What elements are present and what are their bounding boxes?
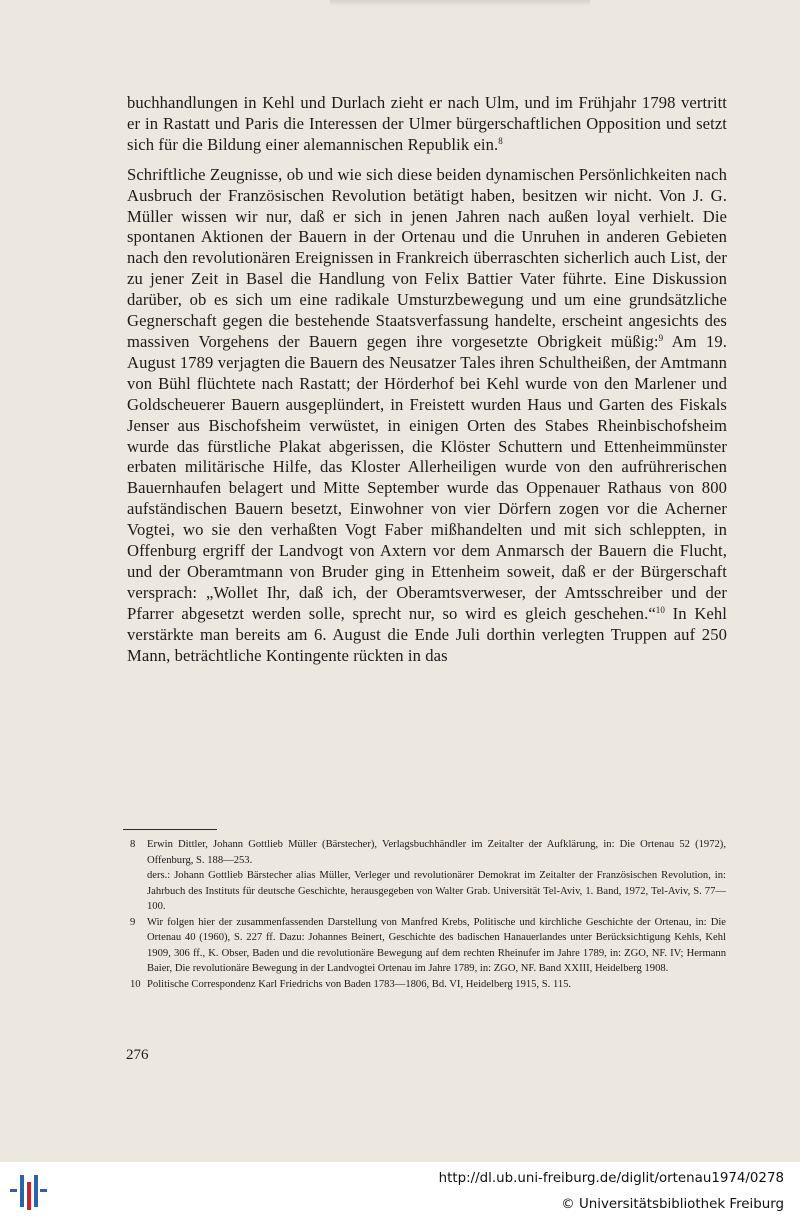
footnote-text: Wir folgen hier der zusammenfassenden Darstellung von Manfred Krebs, Politische und kirchliche Geschichte der Ortenau, in: Die Ortenau 40 (1960), S. 227 ff. Dazu: Johannes Beinert, Geschichte des badischen Hanauerlandes unter Berücksichtigung Kehls, Kehl 1909, 306 ff., K. Obser, Baden und die revolutionäre Bewegung auf dem rechten Rheinufer im Jahre 1789, in: ZGO, NF. IV; Hermann Baier, Die revolutionäre Bewegung in der Landvogtei Ortenau im Jahre 1789, in: ZGO, NF. Band XXIII, Heidelberg 1908. (147, 916, 726, 974)
scan-artifact (330, 0, 590, 6)
footnote-text: Erwin Dittler, Johann Gottlieb Müller (Bärstecher), Verlagsbuchhändler im Zeitalter der Aufklärung, in: Die Ortenau 52 (1972), Offenburg, S. 188—253. (147, 839, 726, 866)
footnote-marker: 8 (498, 135, 503, 146)
footnote-continuation: ders.: Johann Gottlieb Bärstecher alias Müller, Verleger und revolutionärer Demokrat im Zeitalter der Französischen Revolution, in: Jahrbuch des Instituts für deutsche Geschichte, herausgegeben von Walter Grab. Universität Tel-Aviv, 1. Band, 1972, Tel-Aviv, S. 77—100. (147, 870, 726, 912)
paragraph-1: buchhandlungen in Kehl und Durlach zieht er nach Ulm, und im Frühjahr 1798 vertritt er in Rastatt und Paris die Interessen der Ulmer bürgerschaftlichen Opposition und setzt sich für die Bildung einer alemannischen Republik ein.$^8$ (127, 93, 727, 154)
page-number: 276 (126, 1047, 149, 1063)
paragraph-2: Schriftliche Zeugnisse, ob und wie sich diese beiden dynamischen Persönlichkeiten nach Ausbruch der Französischen Revolution betätigt haben, besitzen wir nicht. Von J. G. Müller wissen wir nur, daß er sich in jenen Jahren nach außen loyal verhielt. Die spontanen Aktionen der Bauern in der Ortenau und die Unruhen in anderen Gebieten nach den revolutionären Ereignissen in Frankreich überraschten sicherlich auch List, der zu jener Zeit in Basel die Handlung von Felix Battier Vater führte. Eine Diskussion darüber, ob es sich um eine radikale Umsturzbewegung und um eine grundsätzliche Gegnerschaft gegen die bestehende Staatsverfassung handelte, erscheint angesichts des massiven Vorgehens der Bauern gegen ihre vorgesetzte Obrigkeit müßig:$^9$ Am 19. August 1789 verjagten die Bauern des Neusatzer Tales ihren Schultheißen, der Amtmann von Bühl flüchtete nach Rastatt; der Hörderhof bei Kehl wurde von den Marlener und Goldscheuerer Bauern ausgeplündert, in Freistett wurden Haus und Garten des Fiskals Jenser aus Bischofsheim verwüstet, in einigen Orten des Stabes Rheinbischofsheim wurde das fürstliche Plakat abgerissen, die Klöster Schuttern und Ettenheimmünster erbaten militärische Hilfe, das Kloster Allerheiligen wurde von den aufrührerischen Bauernhaufen belagert und Mitte September wurde das Oppenauer Rathaus von 800 aufständischen Bauern besetzt, Einwohner von vier Dörfern zogen vor die Acherner Vogtei, wo sie den verhaßten Vogt Faber mißhandelten und mit sich schleppten, in Offenburg ergriff der Landvogt von Axtern vor dem Anmarsch der Bauern die Flucht, und der Oberamtmann von Bruder ging in Ettenheim soweit, daß er der Bürgerschaft versprach: „Wollet Ihr, daß ich, der Oberamtsverweser, der Amtsschreiber und der Pfarrer abgesetzt werden solle, sprecht nur, so wird es gleich geschehen.“$^{10}$ In Kehl verstärkte man bereits am 6. August die Ende Juli dorthin verlegten Truppen auf 250 Mann, beträchtliche Kontingente rückten in das (127, 164, 727, 665)
footnotes (130, 837, 726, 992)
viewer-footer (0, 1162, 800, 1220)
source-url-link[interactable]: http://dl.ub.uni-freiburg.de/diglit/ortenau1974/0278 (438, 1171, 784, 1186)
footnote-8 (130, 837, 726, 915)
footnote-number: 8 (130, 839, 136, 850)
university-library-logo-icon (8, 1173, 48, 1211)
footnote-number: 9 (130, 916, 136, 928)
footnote-separator (123, 829, 217, 830)
footnote-marker: 9 (658, 332, 664, 343)
body-text (127, 93, 727, 666)
footnote-9 (130, 915, 726, 977)
copyright-notice: © Universitätsbibliothek Freiburg (561, 1197, 784, 1212)
footnote-10 (130, 977, 726, 993)
footnote-number: 10 (130, 978, 141, 990)
footnote-marker: 10 (655, 604, 665, 615)
footnote-text: Politische Correspondenz Karl Friedrichs von Baden 1783—1806, Bd. VI, Heidelberg 1915, S. 115. (147, 978, 572, 990)
